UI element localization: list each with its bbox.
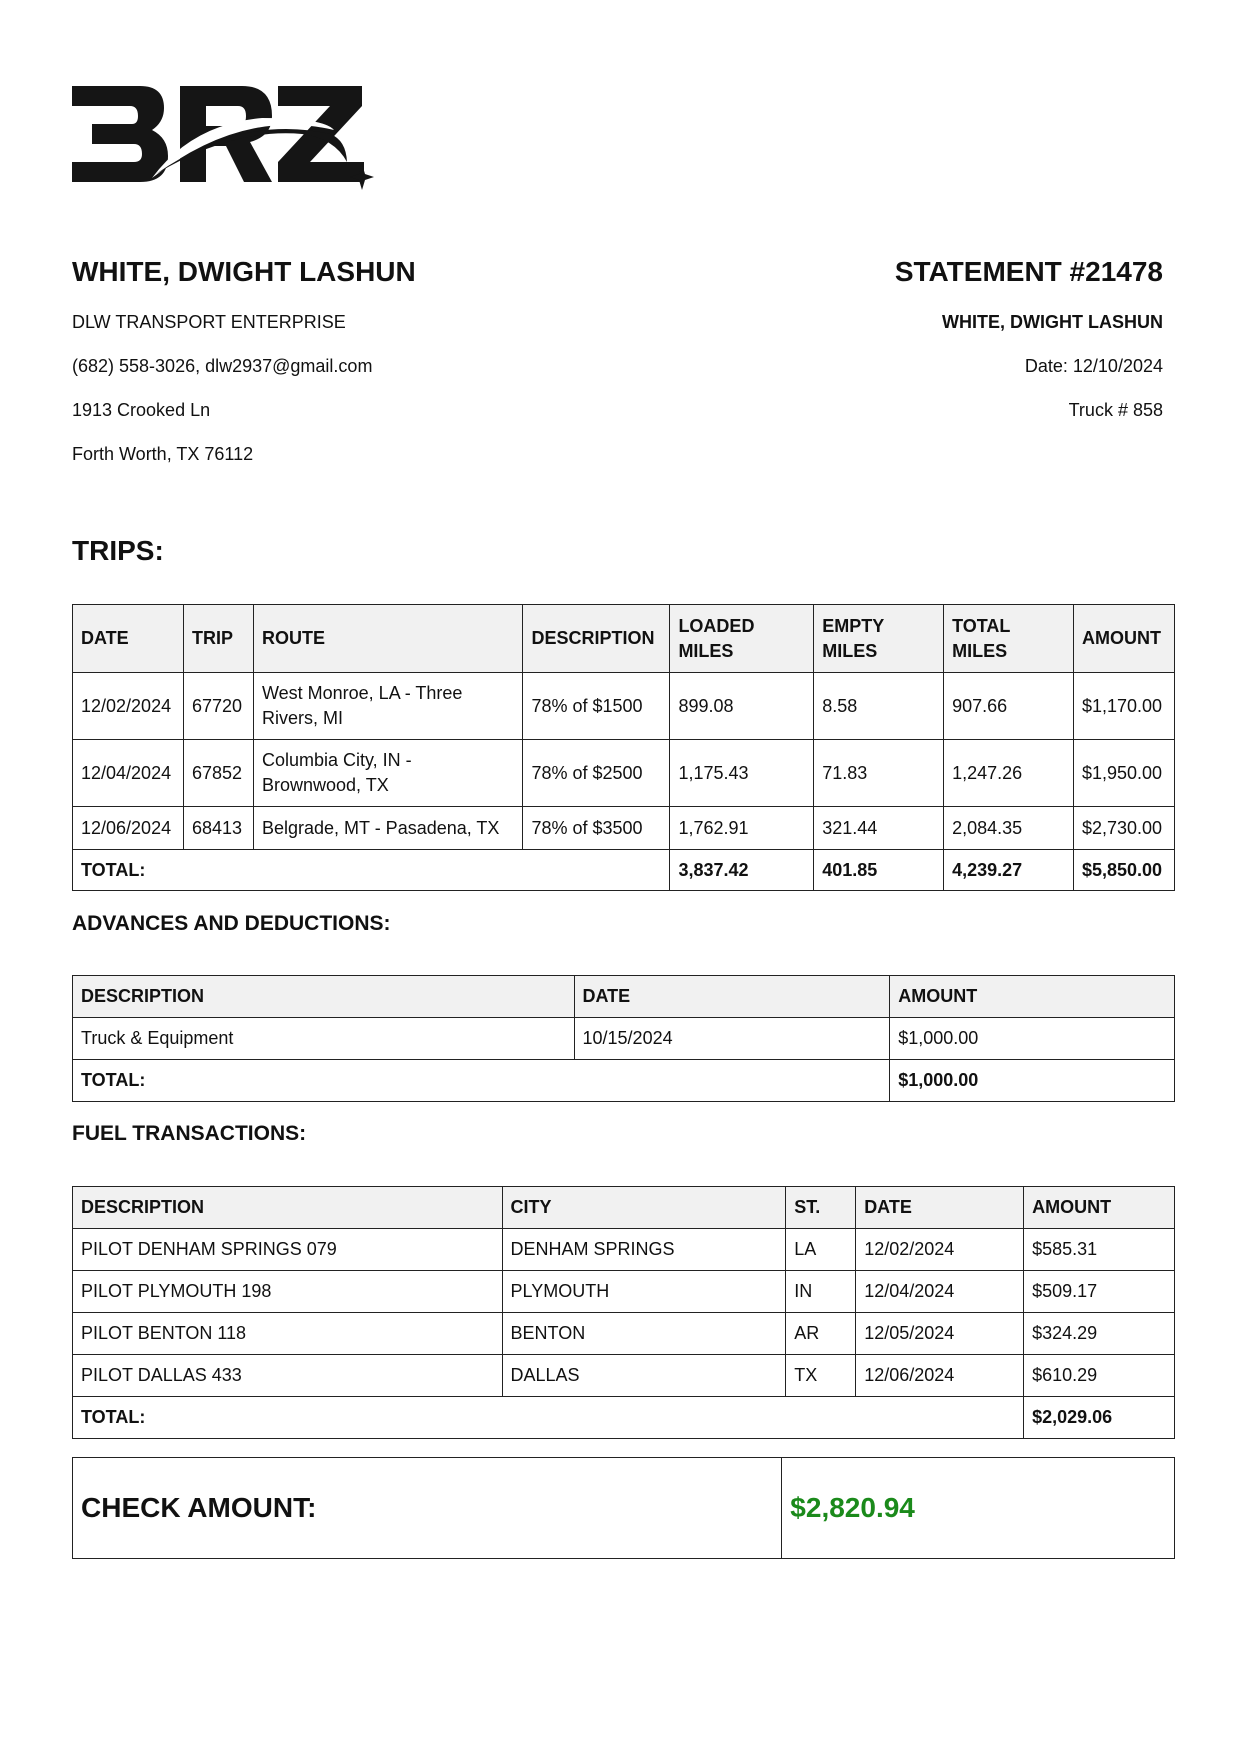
statement-info — [895, 252, 1163, 432]
table-cell: West Monroe, LA - Three Rivers, MI — [253, 673, 523, 740]
col-header: TRIP — [183, 605, 253, 673]
table-cell: 78% of $1500 — [523, 673, 670, 740]
table-cell: 1,175.43 — [670, 740, 814, 807]
table-cell: AR — [786, 1313, 856, 1355]
table-cell: $585.31 — [1024, 1229, 1175, 1271]
fuel-title: FUEL TRANSACTIONS: — [72, 1122, 307, 1145]
table-row — [73, 673, 1175, 740]
table-cell: Belgrade, MT - Pasadena, TX — [253, 807, 523, 850]
col-header: DESCRIPTION — [523, 605, 670, 673]
table-cell: 12/05/2024 — [856, 1313, 1024, 1355]
driver-info — [72, 252, 416, 476]
table-row — [73, 1313, 1175, 1355]
table-cell: 12/04/2024 — [856, 1271, 1024, 1313]
col-header: AMOUNT — [890, 976, 1175, 1018]
table-row — [73, 1355, 1175, 1397]
table-cell: 71.83 — [814, 740, 944, 807]
statement-name: WHITE, DWIGHT LASHUN — [942, 312, 1163, 332]
table-cell: 321.44 — [814, 807, 944, 850]
table-cell: 12/02/2024 — [73, 673, 184, 740]
table-cell: DALLAS — [502, 1355, 786, 1397]
table-cell: 2,084.35 — [944, 807, 1074, 850]
table-cell: 78% of $3500 — [523, 807, 670, 850]
table-cell: PILOT DALLAS 433 — [73, 1355, 503, 1397]
fuel-table — [72, 1186, 1175, 1439]
col-header: DESCRIPTION — [73, 1187, 503, 1229]
col-header: CITY — [502, 1187, 786, 1229]
advances-title: ADVANCES AND DEDUCTIONS: — [72, 912, 391, 935]
col-header: AMOUNT — [1024, 1187, 1175, 1229]
table-cell: $1,950.00 — [1073, 740, 1174, 807]
col-header: DATE — [856, 1187, 1024, 1229]
col-header: ROUTE — [253, 605, 523, 673]
table-cell: PLYMOUTH — [502, 1271, 786, 1313]
table-cell: $1,170.00 — [1073, 673, 1174, 740]
trips-header-row — [73, 605, 1175, 673]
col-header: EMPTY MILES — [814, 605, 944, 673]
trips-table — [72, 604, 1175, 891]
total-label: TOTAL: — [73, 850, 670, 891]
table-cell: BENTON — [502, 1313, 786, 1355]
table-cell: PILOT PLYMOUTH 198 — [73, 1271, 503, 1313]
total-loaded-miles: 3,837.42 — [670, 850, 814, 891]
check-amount-row — [73, 1458, 1175, 1559]
table-cell: 67852 — [183, 740, 253, 807]
driver-name: WHITE, DWIGHT LASHUN — [72, 256, 416, 287]
table-row — [73, 807, 1175, 850]
total-label: TOTAL: — [73, 1397, 1024, 1439]
col-header: LOADED MILES — [670, 605, 814, 673]
driver-address-line1: 1913 Crooked Ln — [72, 400, 211, 420]
table-cell: 907.66 — [944, 673, 1074, 740]
advances-total-row — [73, 1060, 1175, 1102]
total-amount: $1,000.00 — [890, 1060, 1175, 1102]
col-header: DATE — [73, 605, 184, 673]
total-label: TOTAL: — [73, 1060, 890, 1102]
fuel-total-row — [73, 1397, 1175, 1439]
table-cell: 78% of $2500 — [523, 740, 670, 807]
table-cell: IN — [786, 1271, 856, 1313]
advances-table — [72, 975, 1175, 1102]
table-cell: 1,762.91 — [670, 807, 814, 850]
check-amount-value: $2,820.94 — [782, 1458, 1175, 1559]
total-amount: $2,029.06 — [1024, 1397, 1175, 1439]
col-header: AMOUNT — [1073, 605, 1174, 673]
table-cell: 1,247.26 — [944, 740, 1074, 807]
statement-date: Date: 12/10/2024 — [1024, 356, 1163, 376]
table-cell: $324.29 — [1024, 1313, 1175, 1355]
trips-total-row — [73, 850, 1175, 891]
table-cell: PILOT BENTON 118 — [73, 1313, 503, 1355]
table-cell: 10/15/2024 — [574, 1018, 890, 1060]
table-cell: 899.08 — [670, 673, 814, 740]
statement-title: STATEMENT #21478 — [894, 256, 1163, 287]
col-header: TOTAL MILES — [944, 605, 1074, 673]
table-cell: Columbia City, IN - Brownwood, TX — [253, 740, 523, 807]
driver-address-line2: Forth Worth, TX 76112 — [72, 444, 254, 464]
table-row — [73, 1018, 1175, 1060]
check-amount-box — [72, 1457, 1175, 1559]
table-cell: $1,000.00 — [890, 1018, 1175, 1060]
brz-logo — [72, 78, 382, 193]
check-amount-label: CHECK AMOUNT: — [73, 1458, 782, 1559]
table-row — [73, 1229, 1175, 1271]
table-cell: PILOT DENHAM SPRINGS 079 — [73, 1229, 503, 1271]
table-cell: 12/04/2024 — [73, 740, 184, 807]
advances-header-row — [73, 976, 1175, 1018]
table-cell: $509.17 — [1024, 1271, 1175, 1313]
total-miles: 4,239.27 — [944, 850, 1074, 891]
table-cell: 67720 — [183, 673, 253, 740]
fuel-header-row — [73, 1187, 1175, 1229]
col-header: DATE — [574, 976, 890, 1018]
table-cell: LA — [786, 1229, 856, 1271]
table-cell: Truck & Equipment — [73, 1018, 575, 1060]
table-cell: 12/06/2024 — [73, 807, 184, 850]
table-cell: 12/06/2024 — [856, 1355, 1024, 1397]
total-amount: $5,850.00 — [1073, 850, 1174, 891]
col-header: ST. — [786, 1187, 856, 1229]
col-header: DESCRIPTION — [73, 976, 575, 1018]
table-row — [73, 740, 1175, 807]
table-cell: DENHAM SPRINGS — [502, 1229, 786, 1271]
table-cell: $2,730.00 — [1073, 807, 1174, 850]
table-cell: $610.29 — [1024, 1355, 1175, 1397]
table-row — [73, 1271, 1175, 1313]
driver-company: DLW TRANSPORT ENTERPRISE — [72, 312, 346, 332]
table-cell: 12/02/2024 — [856, 1229, 1024, 1271]
total-empty-miles: 401.85 — [814, 850, 944, 891]
table-cell: 8.58 — [814, 673, 944, 740]
table-cell: 68413 — [183, 807, 253, 850]
driver-contact: (682) 558-3026, dlw2937@gmail.com — [72, 356, 373, 376]
table-cell: TX — [786, 1355, 856, 1397]
statement-truck: Truck # 858 — [1068, 400, 1163, 420]
trips-title: TRIPS: — [72, 535, 164, 566]
